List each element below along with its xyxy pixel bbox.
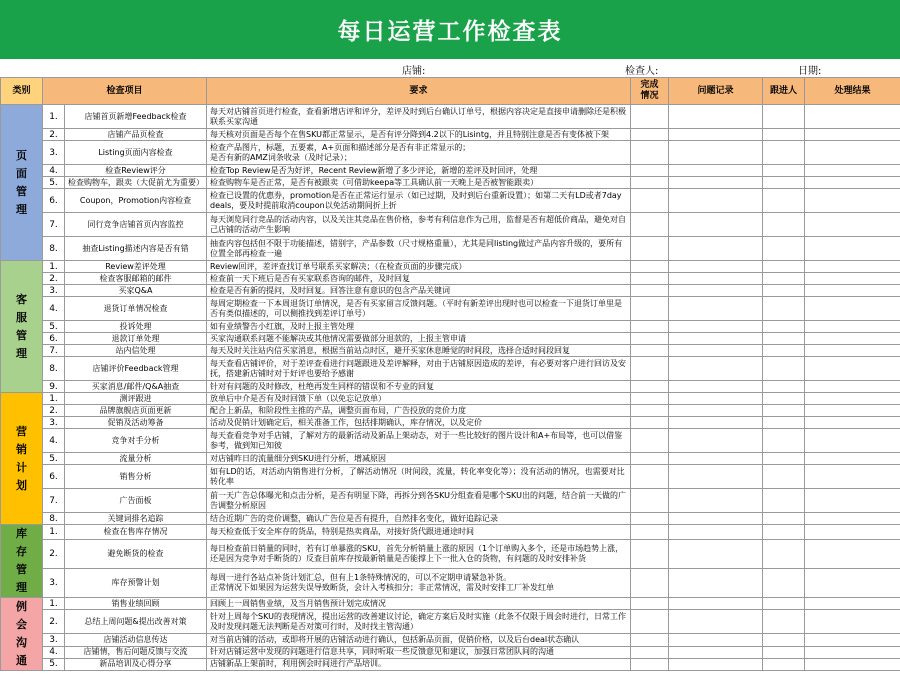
result-cell[interactable] xyxy=(805,489,900,513)
result-cell[interactable] xyxy=(805,273,900,285)
requirement-text: 活动及促销计划确定后，相关准备工作，包括排期确认，库存情况，以及定价 xyxy=(207,417,631,429)
follower-cell[interactable] xyxy=(763,393,805,405)
check-item: 总结上周问题&提出改善对策 xyxy=(65,610,207,634)
issues-cell[interactable] xyxy=(669,105,763,129)
result-cell[interactable] xyxy=(805,357,900,381)
table-row xyxy=(1,177,900,189)
row-number: 2. xyxy=(43,405,65,417)
requirement-text: 每天检查低于安全库存的货品，特别是热卖商品，对接好货代跟进通途时间 xyxy=(207,525,631,540)
check-item: 检查购物车，跟卖（大促前尤为重要） xyxy=(65,177,207,189)
result-cell[interactable] xyxy=(805,285,900,297)
issues-cell[interactable] xyxy=(669,393,763,405)
follower-cell[interactable] xyxy=(763,165,805,177)
row-number: 6. xyxy=(43,189,65,213)
follower-cell[interactable] xyxy=(763,568,805,597)
issues-cell[interactable] xyxy=(669,568,763,597)
result-cell[interactable] xyxy=(805,465,900,489)
table-row xyxy=(1,213,900,237)
done-cell[interactable] xyxy=(631,598,669,610)
result-cell[interactable] xyxy=(805,539,900,568)
issues-cell[interactable] xyxy=(669,189,763,213)
check-item: 店铺情，售后问题反馈与交流 xyxy=(65,646,207,658)
result-cell[interactable] xyxy=(805,237,900,261)
table-row xyxy=(1,568,900,597)
row-number: 2. xyxy=(43,610,65,634)
table-row xyxy=(1,333,900,345)
row-number: 1. xyxy=(43,393,65,405)
header-requirement: 要求 xyxy=(207,78,631,105)
requirement-text: 每周定期检查一下本周退货订单情况，是否有买家留言反馈问题。（平时有新差评出现时也可以检查一下退货订单里是否有类似描述的，可以侧推找到差评订单号） xyxy=(207,297,631,321)
check-item: 流量分析 xyxy=(65,453,207,465)
issues-cell[interactable] xyxy=(669,610,763,634)
follower-cell[interactable] xyxy=(763,598,805,610)
result-cell[interactable] xyxy=(805,405,900,417)
date-label: 日期: xyxy=(798,66,822,77)
result-cell[interactable] xyxy=(805,213,900,237)
requirement-text: 结合近期广告的竞价调整，确认广告位是否有提升，自然排名变化，做好追踪记录 xyxy=(207,513,631,525)
row-number: 1. xyxy=(43,598,65,610)
requirement-text: 每天及时关注站内信买家消息，根据当前站点时区，避开买家休息睡觉的时间段，选择合适时间段回复 xyxy=(207,345,631,357)
header-row xyxy=(1,78,900,105)
done-cell[interactable] xyxy=(631,429,669,453)
result-cell[interactable] xyxy=(805,634,900,646)
row-number: 3. xyxy=(43,285,65,297)
done-cell[interactable] xyxy=(631,345,669,357)
requirement-text: 检查已设置的优惠券，promotion是否在正常运行显示（如已过期，及时到后台重新设置）；如第二天有LD或者7day deals，要及时提前取消coupon以免活动期间折上折 xyxy=(207,189,631,213)
row-number: 1. xyxy=(43,261,65,273)
issues-cell[interactable] xyxy=(669,237,763,261)
done-cell[interactable] xyxy=(631,381,669,393)
issues-cell[interactable] xyxy=(669,213,763,237)
table-row xyxy=(1,321,900,333)
requirement-text: 每周一进行各站点补货计划汇总，但有上1条特殊情况的，可以不定期申请紧急补货。 正常情况下如果因为运营失误导致断货，会计入考核扣分；非正常情况，需及时安排工厂补发红单 xyxy=(207,568,631,597)
check-item: 投诉处理 xyxy=(65,321,207,333)
follower-cell[interactable] xyxy=(763,513,805,525)
issues-cell[interactable] xyxy=(669,333,763,345)
requirement-text: 对当前店铺的活动，或即将开展的店铺活动进行确认，包括新品页面，促销价格，以及后台deal状态确认 xyxy=(207,634,631,646)
table-row xyxy=(1,165,900,177)
follower-cell[interactable] xyxy=(763,189,805,213)
check-item: 店铺评价Feedback管理 xyxy=(65,357,207,381)
table-row xyxy=(1,429,900,453)
row-number: 5. xyxy=(43,453,65,465)
requirement-text: 前一天广告总体曝光和点击分析，是否有明显下降，再拆分到各SKU分组查看是哪个SKU出的问题，结合前一天做的广告调整分析原因 xyxy=(207,489,631,513)
check-item: 关键词排名追踪 xyxy=(65,513,207,525)
checker-label: 检查人: xyxy=(625,66,659,77)
row-number: 1. xyxy=(43,525,65,540)
meta-row xyxy=(0,59,900,78)
requirement-text: 对店铺昨日的流量细分到SKU进行分析，增减原因 xyxy=(207,453,631,465)
category-cell: 库 存 管 理 xyxy=(1,525,43,598)
issues-cell[interactable] xyxy=(669,525,763,540)
follower-cell[interactable] xyxy=(763,129,805,141)
requirement-text: 每日检查前日销量的同时，若有订单暴涨的SKU，首先分析销量上涨的原因（1个订单购入多个，还是市场趋势上涨，还是因为竞争对手断货的）反查目前库存按最新销量是否能撑上下一批入仓的货物，有问题的及时安排补货 xyxy=(207,539,631,568)
follower-cell[interactable] xyxy=(763,285,805,297)
requirement-text: 针对有问题的及时修改，杜绝再发生同样的错误和不专业的回复 xyxy=(207,381,631,393)
issues-cell[interactable] xyxy=(669,489,763,513)
table-row xyxy=(1,513,900,525)
done-cell[interactable] xyxy=(631,105,669,129)
table-row xyxy=(1,357,900,381)
check-item: 站内信处理 xyxy=(65,345,207,357)
issues-cell[interactable] xyxy=(669,285,763,297)
issues-cell[interactable] xyxy=(669,405,763,417)
check-item: 退款订单处理 xyxy=(65,333,207,345)
result-cell[interactable] xyxy=(805,429,900,453)
check-item: 检查在售库存情况 xyxy=(65,525,207,540)
row-number: 8. xyxy=(43,237,65,261)
requirement-text: Review回评，差评查找订单号联系买家解决；（在检查页面的步骤完成） xyxy=(207,261,631,273)
follower-cell[interactable] xyxy=(763,357,805,381)
issues-cell[interactable] xyxy=(669,177,763,189)
issues-cell[interactable] xyxy=(669,646,763,658)
follower-cell[interactable] xyxy=(763,453,805,465)
header-category: 类别 xyxy=(1,78,43,105)
follower-cell[interactable] xyxy=(763,321,805,333)
follower-cell[interactable] xyxy=(763,610,805,634)
done-cell[interactable] xyxy=(631,453,669,465)
follower-cell[interactable] xyxy=(763,646,805,658)
done-cell[interactable] xyxy=(631,261,669,273)
result-cell[interactable] xyxy=(805,598,900,610)
table-row xyxy=(1,237,900,261)
table-row xyxy=(1,610,900,634)
table-row xyxy=(1,297,900,321)
check-item: 销售分析 xyxy=(65,465,207,489)
check-item: 买家消息/邮件/Q&A抽查 xyxy=(65,381,207,393)
done-cell[interactable] xyxy=(631,273,669,285)
requirement-text: 每天对店铺首页进行检查，查看新增店评和评分，差评及时到后台确认订单号，根据内容决定是直接申请删除还是积极联系买家沟通 xyxy=(207,105,631,129)
requirement-text: 每天查看竞争对手店铺，了解对方的最新活动及新品上架动态，对于一些比较好的图片设计和A+布局等，也可以借鉴参考，做到知已知彼 xyxy=(207,429,631,453)
requirement-text: 店铺新品上架前时，利用例会时间进行产品培训。 xyxy=(207,658,631,670)
check-item: 同行竞争店铺首页内容监控 xyxy=(65,213,207,237)
done-cell[interactable] xyxy=(631,489,669,513)
requirement-text: 每天浏览同行竞品的活动内容，以及关注其竞品在售价格，参考有利信息作为己用，监督是否有超低价商品，避免对自己店铺的活动产生影响 xyxy=(207,213,631,237)
follower-cell[interactable] xyxy=(763,465,805,489)
done-cell[interactable] xyxy=(631,297,669,321)
follower-cell[interactable] xyxy=(763,489,805,513)
requirement-text: 放单后中介是否有及时回馈下单（以免忘记放单） xyxy=(207,393,631,405)
done-cell[interactable] xyxy=(631,285,669,297)
follower-cell[interactable] xyxy=(763,141,805,165)
checklist-table xyxy=(0,77,900,671)
issues-cell[interactable] xyxy=(669,513,763,525)
row-number: 7. xyxy=(43,345,65,357)
done-cell[interactable] xyxy=(631,465,669,489)
requirement-text: 每天查看店铺评价，对于差评查看进行问题跟进及差评解释，对由于店铺原因造成的差评，有必要对客户进行回访及安抚，搭建新店铺时对于好评也要给予感谢 xyxy=(207,357,631,381)
table-row xyxy=(1,105,900,129)
requirement-text: 回顾上一周销售业绩，及当月销售预计划完成情况 xyxy=(207,598,631,610)
result-cell[interactable] xyxy=(805,417,900,429)
requirement-text: 抽查内容包括但不限于功能描述，错别字，产品参数（尺寸规格重量），尤其是同listing做过产品内容升级的，要所有位置全部再检查一遍 xyxy=(207,237,631,261)
requirement-text: 每天核对页面是否每个在售SKU都正常显示，是否有评分降到4.2以下的Lisintg，并且特别注意是否有变体被下架 xyxy=(207,129,631,141)
row-number: 5. xyxy=(43,658,65,670)
done-cell[interactable] xyxy=(631,646,669,658)
table-row xyxy=(1,261,900,273)
row-number: 4. xyxy=(43,429,65,453)
result-cell[interactable] xyxy=(805,345,900,357)
requirement-text: 针对上周每个SKU的表现情况，提出运营的改善建议讨论，确定方案后及时实施（此条不仅限于周会时进行，日常工作及时发现问题无法判断是否对策可行时，及时找主管沟通） xyxy=(207,610,631,634)
shop-label: 店铺: xyxy=(402,66,426,77)
category-cell: 页 面 管 理 xyxy=(1,105,43,261)
follower-cell[interactable] xyxy=(763,381,805,393)
done-cell[interactable] xyxy=(631,634,669,646)
table-row xyxy=(1,453,900,465)
requirement-text: 配合上新品，和阶段性主推的产品，调整页面布局，广告投放的竞价力度 xyxy=(207,405,631,417)
page-title: 每日运营工作检查表 xyxy=(0,0,900,59)
done-cell[interactable] xyxy=(631,129,669,141)
check-item: 库存预警计划 xyxy=(65,568,207,597)
row-number: 7. xyxy=(43,213,65,237)
follower-cell[interactable] xyxy=(763,177,805,189)
table-row xyxy=(1,405,900,417)
done-cell[interactable] xyxy=(631,189,669,213)
header-result: 处理结果 xyxy=(805,78,900,105)
issues-cell[interactable] xyxy=(669,634,763,646)
issues-cell[interactable] xyxy=(669,598,763,610)
row-number: 3. xyxy=(43,568,65,597)
follower-cell[interactable] xyxy=(763,634,805,646)
table-row xyxy=(1,141,900,165)
table-row xyxy=(1,285,900,297)
follower-cell[interactable] xyxy=(763,539,805,568)
follower-cell[interactable] xyxy=(763,417,805,429)
follower-cell[interactable] xyxy=(763,525,805,540)
table-row xyxy=(1,393,900,405)
header-done: 完成 情况 xyxy=(631,78,669,105)
row-number: 8. xyxy=(43,513,65,525)
issues-cell[interactable] xyxy=(669,345,763,357)
row-number: 2. xyxy=(43,539,65,568)
issues-cell[interactable] xyxy=(669,658,763,670)
done-cell[interactable] xyxy=(631,321,669,333)
row-number: 5. xyxy=(43,321,65,333)
row-number: 2. xyxy=(43,273,65,285)
follower-cell[interactable] xyxy=(763,658,805,670)
check-item: 检查Review评分 xyxy=(65,165,207,177)
done-cell[interactable] xyxy=(631,405,669,417)
check-item: 销售业绩回顾 xyxy=(65,598,207,610)
result-cell[interactable] xyxy=(805,393,900,405)
follower-cell[interactable] xyxy=(763,237,805,261)
requirement-text: 针对店铺运营中发现的问题进行信息共享，同时听取一些反馈意见和建议，加强日常团队间的沟通 xyxy=(207,646,631,658)
result-cell[interactable] xyxy=(805,129,900,141)
follower-cell[interactable] xyxy=(763,261,805,273)
check-item: 买家Q&A xyxy=(65,285,207,297)
header-item: 检查项目 xyxy=(43,78,207,105)
requirement-text: 检查是否有新的提问，及时回复。回答注意有意识的包含产品关键词 xyxy=(207,285,631,297)
table-row xyxy=(1,189,900,213)
check-item: 退货订单情况检查 xyxy=(65,297,207,321)
table-row xyxy=(1,345,900,357)
check-item: Review差评处理 xyxy=(65,261,207,273)
requirement-text: 买家沟通联系问题不能解决或其他情况需要做部分退款的，上报主管申请 xyxy=(207,333,631,345)
result-cell[interactable] xyxy=(805,568,900,597)
done-cell[interactable] xyxy=(631,513,669,525)
done-cell[interactable] xyxy=(631,237,669,261)
issues-cell[interactable] xyxy=(669,429,763,453)
result-cell[interactable] xyxy=(805,297,900,321)
done-cell[interactable] xyxy=(631,525,669,540)
check-item: 新品培训及心得分享 xyxy=(65,658,207,670)
done-cell[interactable] xyxy=(631,141,669,165)
table-row xyxy=(1,489,900,513)
row-number: 4. xyxy=(43,297,65,321)
check-item: 店铺活动信息传达 xyxy=(65,634,207,646)
check-item: 避免断货的检查 xyxy=(65,539,207,568)
requirement-text: 检查购物车是否正常，是否有被跟卖（可借助keepa等工具确认前一天晚上是否被智能跟卖） xyxy=(207,177,631,189)
done-cell[interactable] xyxy=(631,568,669,597)
table-row xyxy=(1,634,900,646)
requirement-text: 检查产品图片，标题，五要素，A+页面和描述部分是否有非正常显示的； 是否有新的AMZ词条收录（及时记录）； xyxy=(207,141,631,165)
done-cell[interactable] xyxy=(631,658,669,670)
row-number: 4. xyxy=(43,165,65,177)
row-number: 3. xyxy=(43,634,65,646)
result-cell[interactable] xyxy=(805,333,900,345)
table-row xyxy=(1,646,900,658)
row-number: 5. xyxy=(43,177,65,189)
table-row xyxy=(1,598,900,610)
issues-cell[interactable] xyxy=(669,357,763,381)
result-cell[interactable] xyxy=(805,525,900,540)
requirement-text: 如有LD的话，对活动内销售进行分析，了解活动情况（时间段，流量，转化率变化等）；没有活动的情况，也需要对比转化率 xyxy=(207,465,631,489)
result-cell[interactable] xyxy=(805,453,900,465)
result-cell[interactable] xyxy=(805,189,900,213)
done-cell[interactable] xyxy=(631,213,669,237)
check-item: 抽查Listing描述内容是否有错 xyxy=(65,237,207,261)
row-number: 9. xyxy=(43,381,65,393)
follower-cell[interactable] xyxy=(763,333,805,345)
follower-cell[interactable] xyxy=(763,405,805,417)
table-row xyxy=(1,273,900,285)
check-item: Coupon，Promotion内容检查 xyxy=(65,189,207,213)
row-number: 1. xyxy=(43,105,65,129)
issues-cell[interactable] xyxy=(669,129,763,141)
check-item: 广告面板 xyxy=(65,489,207,513)
follower-cell[interactable] xyxy=(763,429,805,453)
check-item: 品牌旗舰店页面更新 xyxy=(65,405,207,417)
result-cell[interactable] xyxy=(805,381,900,393)
issues-cell[interactable] xyxy=(669,165,763,177)
requirement-text: 如有业绩警告小红旗，及时上报主管处理 xyxy=(207,321,631,333)
issues-cell[interactable] xyxy=(669,321,763,333)
table-row xyxy=(1,129,900,141)
table-row xyxy=(1,417,900,429)
issues-cell[interactable] xyxy=(669,141,763,165)
check-item: 店铺首页新增Feedback检查 xyxy=(65,105,207,129)
category-cell: 营 销 计 划 xyxy=(1,393,43,525)
result-cell[interactable] xyxy=(805,513,900,525)
result-cell[interactable] xyxy=(805,321,900,333)
check-item: Listing页面内容检查 xyxy=(65,141,207,165)
result-cell[interactable] xyxy=(805,165,900,177)
table-row xyxy=(1,539,900,568)
check-item: 测评跟进 xyxy=(65,393,207,405)
result-cell[interactable] xyxy=(805,610,900,634)
table-row xyxy=(1,658,900,670)
check-item: 检查客服邮箱的邮件 xyxy=(65,273,207,285)
header-follower: 跟进人 xyxy=(763,78,805,105)
follower-cell[interactable] xyxy=(763,345,805,357)
row-number: 4. xyxy=(43,646,65,658)
follower-cell[interactable] xyxy=(763,297,805,321)
issues-cell[interactable] xyxy=(669,465,763,489)
row-number: 6. xyxy=(43,333,65,345)
check-item: 竞争对手分析 xyxy=(65,429,207,453)
category-cell: 例 会 沟 通 xyxy=(1,598,43,671)
issues-cell[interactable] xyxy=(669,273,763,285)
done-cell[interactable] xyxy=(631,333,669,345)
result-cell[interactable] xyxy=(805,658,900,670)
result-cell[interactable] xyxy=(805,177,900,189)
done-cell[interactable] xyxy=(631,393,669,405)
row-number: 7. xyxy=(43,489,65,513)
issues-cell[interactable] xyxy=(669,381,763,393)
table-row xyxy=(1,465,900,489)
requirement-text: 检查前一天下班后是否有买家联系咨询的邮件，及时回复 xyxy=(207,273,631,285)
row-number: 6. xyxy=(43,465,65,489)
issues-cell[interactable] xyxy=(669,453,763,465)
result-cell[interactable] xyxy=(805,646,900,658)
check-item: 店铺产品页检查 xyxy=(65,129,207,141)
row-number: 3. xyxy=(43,417,65,429)
issues-cell[interactable] xyxy=(669,297,763,321)
row-number: 2. xyxy=(43,129,65,141)
row-number: 3. xyxy=(43,141,65,165)
follower-cell[interactable] xyxy=(763,273,805,285)
follower-cell[interactable] xyxy=(763,213,805,237)
table-row xyxy=(1,381,900,393)
table-row xyxy=(1,525,900,540)
done-cell[interactable] xyxy=(631,610,669,634)
result-cell[interactable] xyxy=(805,141,900,165)
result-cell[interactable] xyxy=(805,105,900,129)
issues-cell[interactable] xyxy=(669,417,763,429)
done-cell[interactable] xyxy=(631,177,669,189)
follower-cell[interactable] xyxy=(763,105,805,129)
done-cell[interactable] xyxy=(631,539,669,568)
result-cell[interactable] xyxy=(805,261,900,273)
done-cell[interactable] xyxy=(631,165,669,177)
category-cell: 客 服 管 理 xyxy=(1,261,43,393)
done-cell[interactable] xyxy=(631,357,669,381)
header-issues: 问题记录 xyxy=(669,78,763,105)
issues-cell[interactable] xyxy=(669,261,763,273)
done-cell[interactable] xyxy=(631,417,669,429)
issues-cell[interactable] xyxy=(669,539,763,568)
check-item: 促销及活动筹备 xyxy=(65,417,207,429)
requirement-text: 检查Top Review是否为好评，Recent Review新增了多少评论，新增的差评及时回评，处理 xyxy=(207,165,631,177)
row-number: 8. xyxy=(43,357,65,381)
